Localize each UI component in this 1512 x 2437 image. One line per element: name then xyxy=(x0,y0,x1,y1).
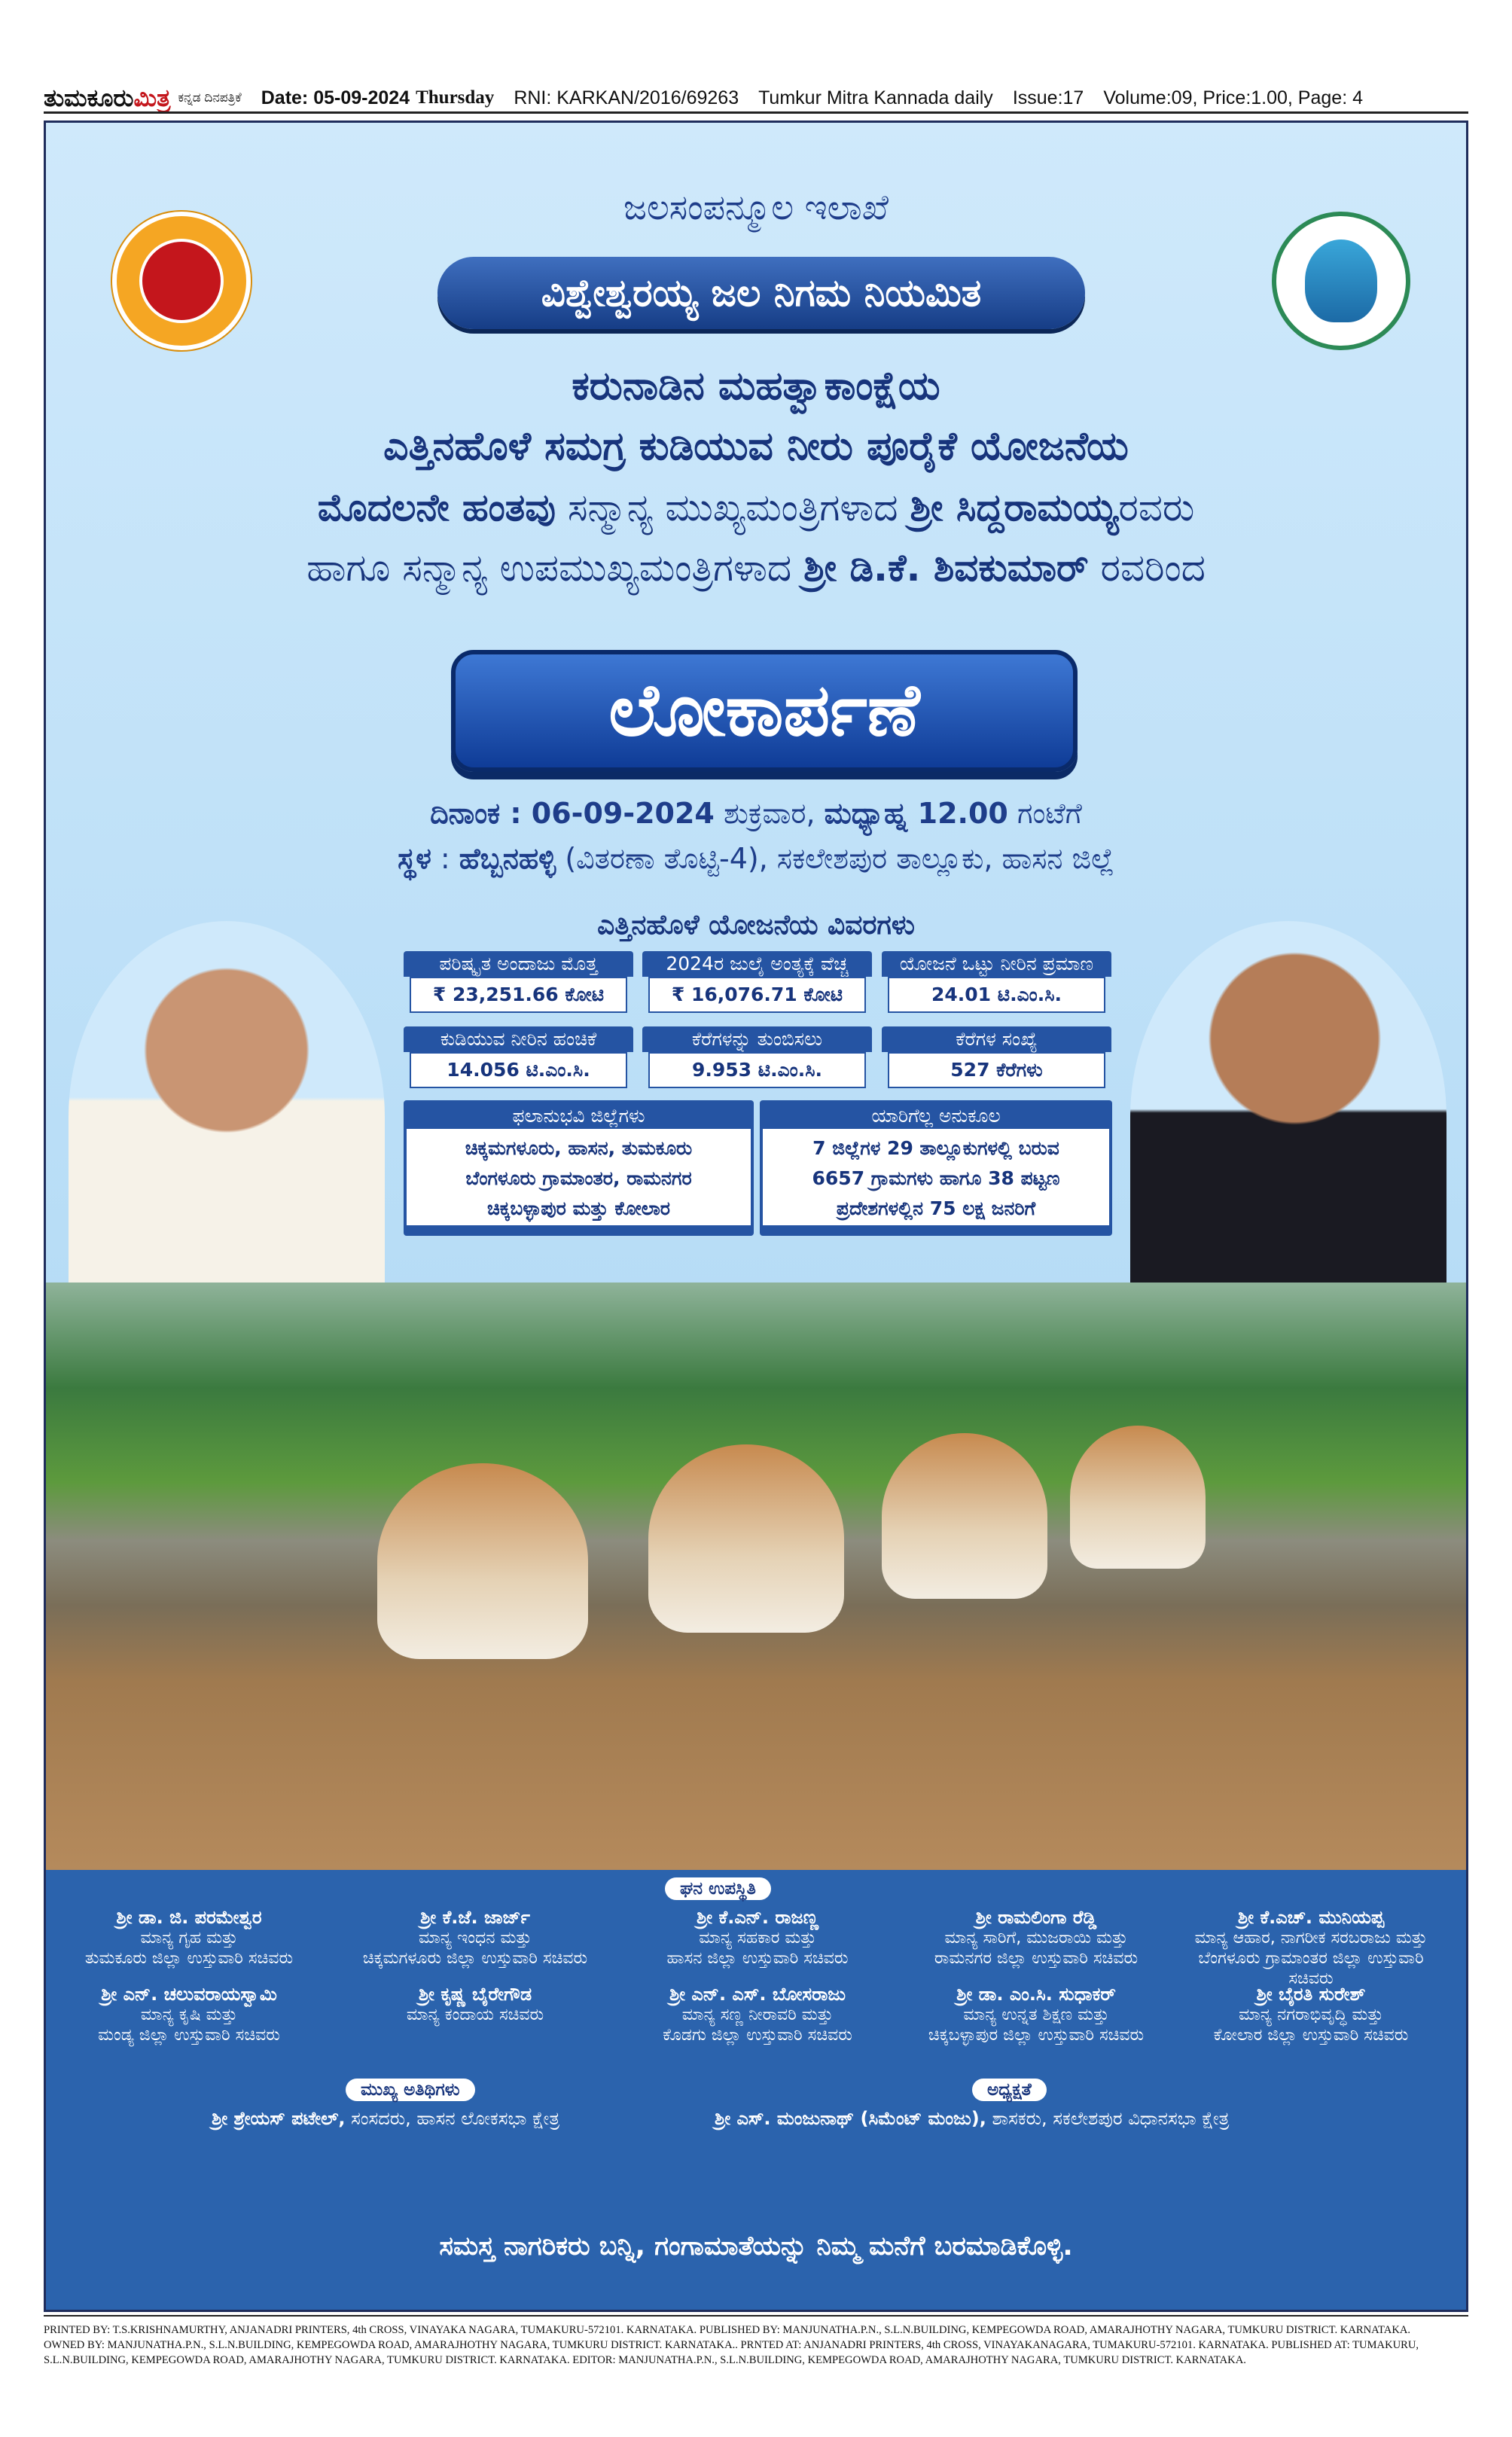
official-card: ಶ್ರೀ ಎನ್. ಚಲುವರಾಯಸ್ವಾಮಿ ಮಾನ್ಯ ಕೃಷಿ ಮತ್ತು ಮಂಡ್ಯ ಜಿಲ್ಲಾ ಉಸ್ತುವಾರಿ ಸಚಿವರು xyxy=(98,1984,280,2045)
president-tag: ಅಧ್ಯಕ್ಷತೆ xyxy=(972,2079,1047,2101)
masthead-rule xyxy=(44,111,1468,114)
chief-guests-tag: ಮುಖ್ಯ ಅತಿಥಿಗಳು xyxy=(346,2079,475,2101)
imprint-rule xyxy=(44,2315,1468,2317)
newspaper-tagline: ಕನ್ನಡ ದಿನಪತ್ರಿಕೆ xyxy=(178,90,242,105)
official-card: ಶ್ರೀ ಕೆ.ಎನ್. ರಾಜಣ್ಣ ಮಾನ್ಯ ಸಹಕಾರ ಮತ್ತು ಹಾಸನ ಜಿಲ್ಲಾ ಉಸ್ತುವಾರಿ ಸಚಿವರು xyxy=(666,1907,849,1968)
paper-name: Tumkur Mitra Kannada daily xyxy=(758,87,993,108)
department-name: ಜಲಸಂಪನ್ಮೂಲ ಇಲಾಖೆ xyxy=(623,187,889,227)
vjnl-logo xyxy=(1272,212,1410,350)
stat-total-water: ಯೋಜನೆ ಒಟ್ಟು ನೀರಿನ ಪ್ರಮಾಣ 24.01 ಟಿ.ಎಂ.ಸಿ. xyxy=(882,951,1111,1013)
inauguration-banner: ಲೋಕಾರ್ಪಣೆ xyxy=(451,650,1078,772)
issue-number: Issue:17 xyxy=(1012,87,1084,108)
rni-number: RNI: KARKAN/2016/69263 xyxy=(514,87,739,108)
event-date: ದಿನಾಂಕ : 06-09-2024 ಶುಕ್ರವಾರ, ಮಧ್ಯಾಹ್ನ 12.00 ಗಂಟೆಗೆ xyxy=(430,797,1082,830)
official-card: ಶ್ರೀ ರಾಮಲಿಂಗಾ ರೆಡ್ಡಿ ಮಾನ್ಯ ಸಾರಿಗೆ, ಮುಜರಾಯಿ ಮತ್ತು ರಾಮನಗರ ಜಿಲ್ಲಾ ಉಸ್ತುವಾರಿ ಸಚಿವರು xyxy=(934,1907,1139,1968)
event-venue: ಸ್ಥಳ : ಹೆಬ್ಬನಹಳ್ಳಿ (ವಿತರಣಾ ತೊಟ್ಟಿ-4), ಸಕಲೇಶಪುರ ತಾಲ್ಲೂಕು, ಹಾಸನ ಜಿಲ್ಲೆ xyxy=(398,842,1114,875)
imprint-line3: S.L.N.BUILDING, KEMPEGOWDA ROAD, AMARAJHOTHY NAGARA, TUMKURU DISTRICT. KARNATAKA. EDITOR: MANJUNATHA.P.N., S.L.N.BUILDING, KEMPEGOWDA ROAD, AMARAJHOTHY NAGARA, TUMKURU DISTRICT. KARNATAKA. xyxy=(44,2354,1246,2366)
official-card: ಶ್ರೀ ಎನ್. ಎಸ್. ಬೋಸರಾಜು ಮಾನ್ಯ ಸಣ್ಣ ನೀರಾವರಿ ಮತ್ತು ಕೊಡಗು ಜಿಲ್ಲಾ ಉಸ್ತುವಾರಿ ಸಚಿವರು xyxy=(663,1984,852,2045)
emblem-shield-icon xyxy=(139,239,224,323)
stat-drinking-water: ಕುಡಿಯುವ ನೀರಿನ ಹಂಚಿಕೆ 14.056 ಟಿ.ಎಂ.ಸಿ. xyxy=(404,1026,633,1088)
newspaper-logo: ತುಮಕೂರುಮಿತ್ರ xyxy=(44,83,171,112)
official-card: ಶ್ರೀ ಡಾ. ಜಿ. ಪರಮೇಶ್ವರ ಮಾನ್ಯ ಗೃಹ ಮತ್ತು ತುಮಕೂರು ಜಿಲ್ಲಾ ಉಸ್ತುವಾರಿ ಸಚಿವರು xyxy=(84,1907,294,1968)
official-card: ಶ್ರೀ ಕೃಷ್ಣ ಬೈರೇಗೌಡ ಮಾನ್ಯ ಕಂದಾಯ ಸಚಿವರು xyxy=(406,1984,544,2024)
who-benefits: ಯಾರಿಗೆಲ್ಲ ಅನುಕೂಲ 7 ಜಿಲ್ಲೆಗಳ 29 ತಾಲ್ಲೂಕುಗಳಲ್ಲಿ ಬರುವ 6657 ಗ್ರಾಮಗಳು ಹಾಗೂ 38 ಪಟ್ಟಣ ಪ್ರದೇಶಗಳಲ್ಲಿನ 75 ಲಕ್ಷ ಜನರಿಗೆ xyxy=(760,1100,1112,1236)
beneficiary-districts: ಫಲಾನುಭವಿ ಜಿಲ್ಲೆಗಳು ಚಿಕ್ಕಮಗಳೂರು, ಹಾಸನ, ತುಮಕೂರು ಬೆಂಗಳೂರು ಗ್ರಾಮಾಂತರ, ರಾಮನಗರ ಚಿಕ್ಕಬಳ್ಳಾಪುರ ಮತ್ತು ಕೋಲಾರ xyxy=(404,1100,754,1236)
project-details-title: ಎತ್ತಿನಹೊಳೆ ಯೋಜನೆಯ ವಿವರಗಳು xyxy=(597,910,915,941)
official-card: ಶ್ರೀ ಕೆ.ಎಚ್. ಮುನಿಯಪ್ಪ ಮಾನ್ಯ ಆಹಾರ, ನಾಗರೀಕ ಸರಬರಾಜು ಮತ್ತು ಬೆಂಗಳೂರು ಗ್ರಾಮಾಂತರ ಜಿಲ್ಲಾ ಉಸ್ತುವಾರಿ ಸಚಿವರು xyxy=(1194,1907,1428,1988)
official-card: ಶ್ರೀ ಬೈರತಿ ಸುರೇಶ್ ಮಾನ್ಯ ನಗರಾಭಿವೃದ್ಧಿ ಮತ್ತು ಕೋಲಾರ ಜಿಲ್ಲಾ ಉಸ್ತುವಾರಿ ಸಚಿವರು xyxy=(1213,1984,1409,2045)
issue-day: Thursday xyxy=(416,87,495,108)
print-imprint xyxy=(44,2323,1468,2368)
imprint-line2: OWNED BY: MANJUNATHA.P.N., S.L.N.BUILDING, KEMPEGOWDA ROAD, AMARAJHOTHY NAGARA, TUMKURU DISTRICT. KARNATAKA.. PRNTED AT: ANJANADRI PRINTERS, 4th CROSS, VINAYAKANAGARA, TUMAKURU-572101. KARNATAKA. PUBLISHED AT: TUMAKURU, xyxy=(44,2339,1419,2351)
stat-lake-filling: ಕೆರೆಗಳನ್ನು ತುಂಬಿಸಲು 9.953 ಟಿ.ಎಂ.ಸಿ. xyxy=(642,1026,872,1088)
water-drop-icon xyxy=(1305,239,1377,322)
imprint-line1: PRINTED BY: T.S.KRISHNAMURTHY, ANJANADRI PRINTERS, 4th CROSS, VINAYAKA NAGARA, TUMAKURU-572101. KARNATAKA. PUBLISHED BY: MANJUNATHA.P.N., S.L.N.BUILDING, KEMPEGOWDA ROAD, AMARAJHOTHY NAGARA, TUMKURU DISTRICT. KARNATAKA. xyxy=(44,2324,1411,2336)
headline-line1: ಕರುನಾಡಿನ ಮಹತ್ವಾಕಾಂಕ್ಷೆಯ xyxy=(572,364,940,409)
stat-revised-cost: ಪರಿಷ್ಕೃತ ಅಂದಾಜು ಮೊತ್ತ ₹ 23,251.66 ಕೋಟಿ xyxy=(404,951,633,1013)
corporation-name: ವಿಶ್ವೇಶ್ವರಯ್ಯ ಜಲ ನಿಗಮ ನಿಯಮಿತ xyxy=(437,257,1085,329)
advertisement xyxy=(44,120,1468,2312)
stat-expenditure: 2024ರ ಜುಲೈ ಅಂತ್ಯಕ್ಕೆ ವೆಚ್ಚ ₹ 16,076.71 ಕೋಟಿ xyxy=(642,951,872,1013)
masthead xyxy=(44,83,1459,113)
chief-guest: ಶ್ರೀ ಶ್ರೇಯಸ್ ಪಟೇಲ್, ಸಂಸದರು, ಹಾಸನ ಲೋಕಸಭಾ ಕ್ಷೇತ್ರ xyxy=(212,2108,560,2129)
presence-tag: ಘನ ಉಪಸ್ಥಿತಿ xyxy=(665,1877,771,1900)
official-card: ಶ್ರೀ ಕೆ.ಜೆ. ಜಾರ್ಜ್ ಮಾನ್ಯ ಇಂಧನ ಮತ್ತು ಚಿಕ್ಕಮಗಳೂರು ಜಿಲ್ಲಾ ಉಸ್ತುವಾರಿ ಸಚಿವರು xyxy=(362,1907,588,1968)
water-outlet-photo xyxy=(46,1283,1466,1870)
issue-date: Date: 05-09-2024 xyxy=(261,87,410,108)
public-appeal: ಸಮಸ್ತ ನಾಗರಿಕರು ಬನ್ನಿ, ಗಂಗಾಮಾತೆಯನ್ನು ನಿಮ್ಮ ಮನೆಗೆ ಬರಮಾಡಿಕೊಳ್ಳಿ. xyxy=(439,2231,1073,2262)
headline-line2: ಎತ್ತಿನಹೊಳೆ ಸಮಗ್ರ ಕುಡಿಯುವ ನೀರು ಪೂರೈಕೆ ಯೋಜನೆಯ xyxy=(383,424,1129,469)
volume-price-page: Volume:09, Price:1.00, Page: 4 xyxy=(1103,87,1363,108)
official-card: ಶ್ರೀ ಡಾ. ಎಂ.ಸಿ. ಸುಧಾಕರ್ ಮಾನ್ಯ ಉನ್ನತ ಶಿಕ್ಷಣ ಮತ್ತು ಚಿಕ್ಕಬಳ್ಳಾಪುರ ಜಿಲ್ಲಾ ಉಸ್ತುವಾರಿ ಸಚಿವರು xyxy=(928,1984,1145,2045)
deputy-chief-minister-photo xyxy=(1130,921,1446,1313)
stat-lake-count: ಕೆರೆಗಳ ಸಂಖ್ಯೆ 527 ಕೆರೆಗಳು xyxy=(882,1026,1111,1088)
headline-line3: ಮೊದಲನೇ ಹಂತವು ಸನ್ಮಾನ್ಯ ಮುಖ್ಯಮಂತ್ರಿಗಳಾದ ಶ್ರೀ ಸಿದ್ದರಾಮಯ್ಯರವರು xyxy=(317,486,1195,529)
karnataka-govt-emblem xyxy=(112,212,251,350)
presiding-guest: ಶ್ರೀ ಎಸ್. ಮಂಜುನಾಥ್ (ಸಿಮೆಂಟ್ ಮಂಜು), ಶಾಸಕರು, ಸಕಲೇಶಪುರ ವಿಧಾನಸಭಾ ಕ್ಷೇತ್ರ xyxy=(715,2108,1230,2129)
headline-line4: ಹಾಗೂ ಸನ್ಮಾನ್ಯ ಉಪಮುಖ್ಯಮಂತ್ರಿಗಳಾದ ಶ್ರೀ ಡಿ.ಕೆ. ಶಿವಕುಮಾರ್ ರವರಿಂದ xyxy=(306,546,1206,590)
chief-minister-photo xyxy=(69,921,385,1313)
